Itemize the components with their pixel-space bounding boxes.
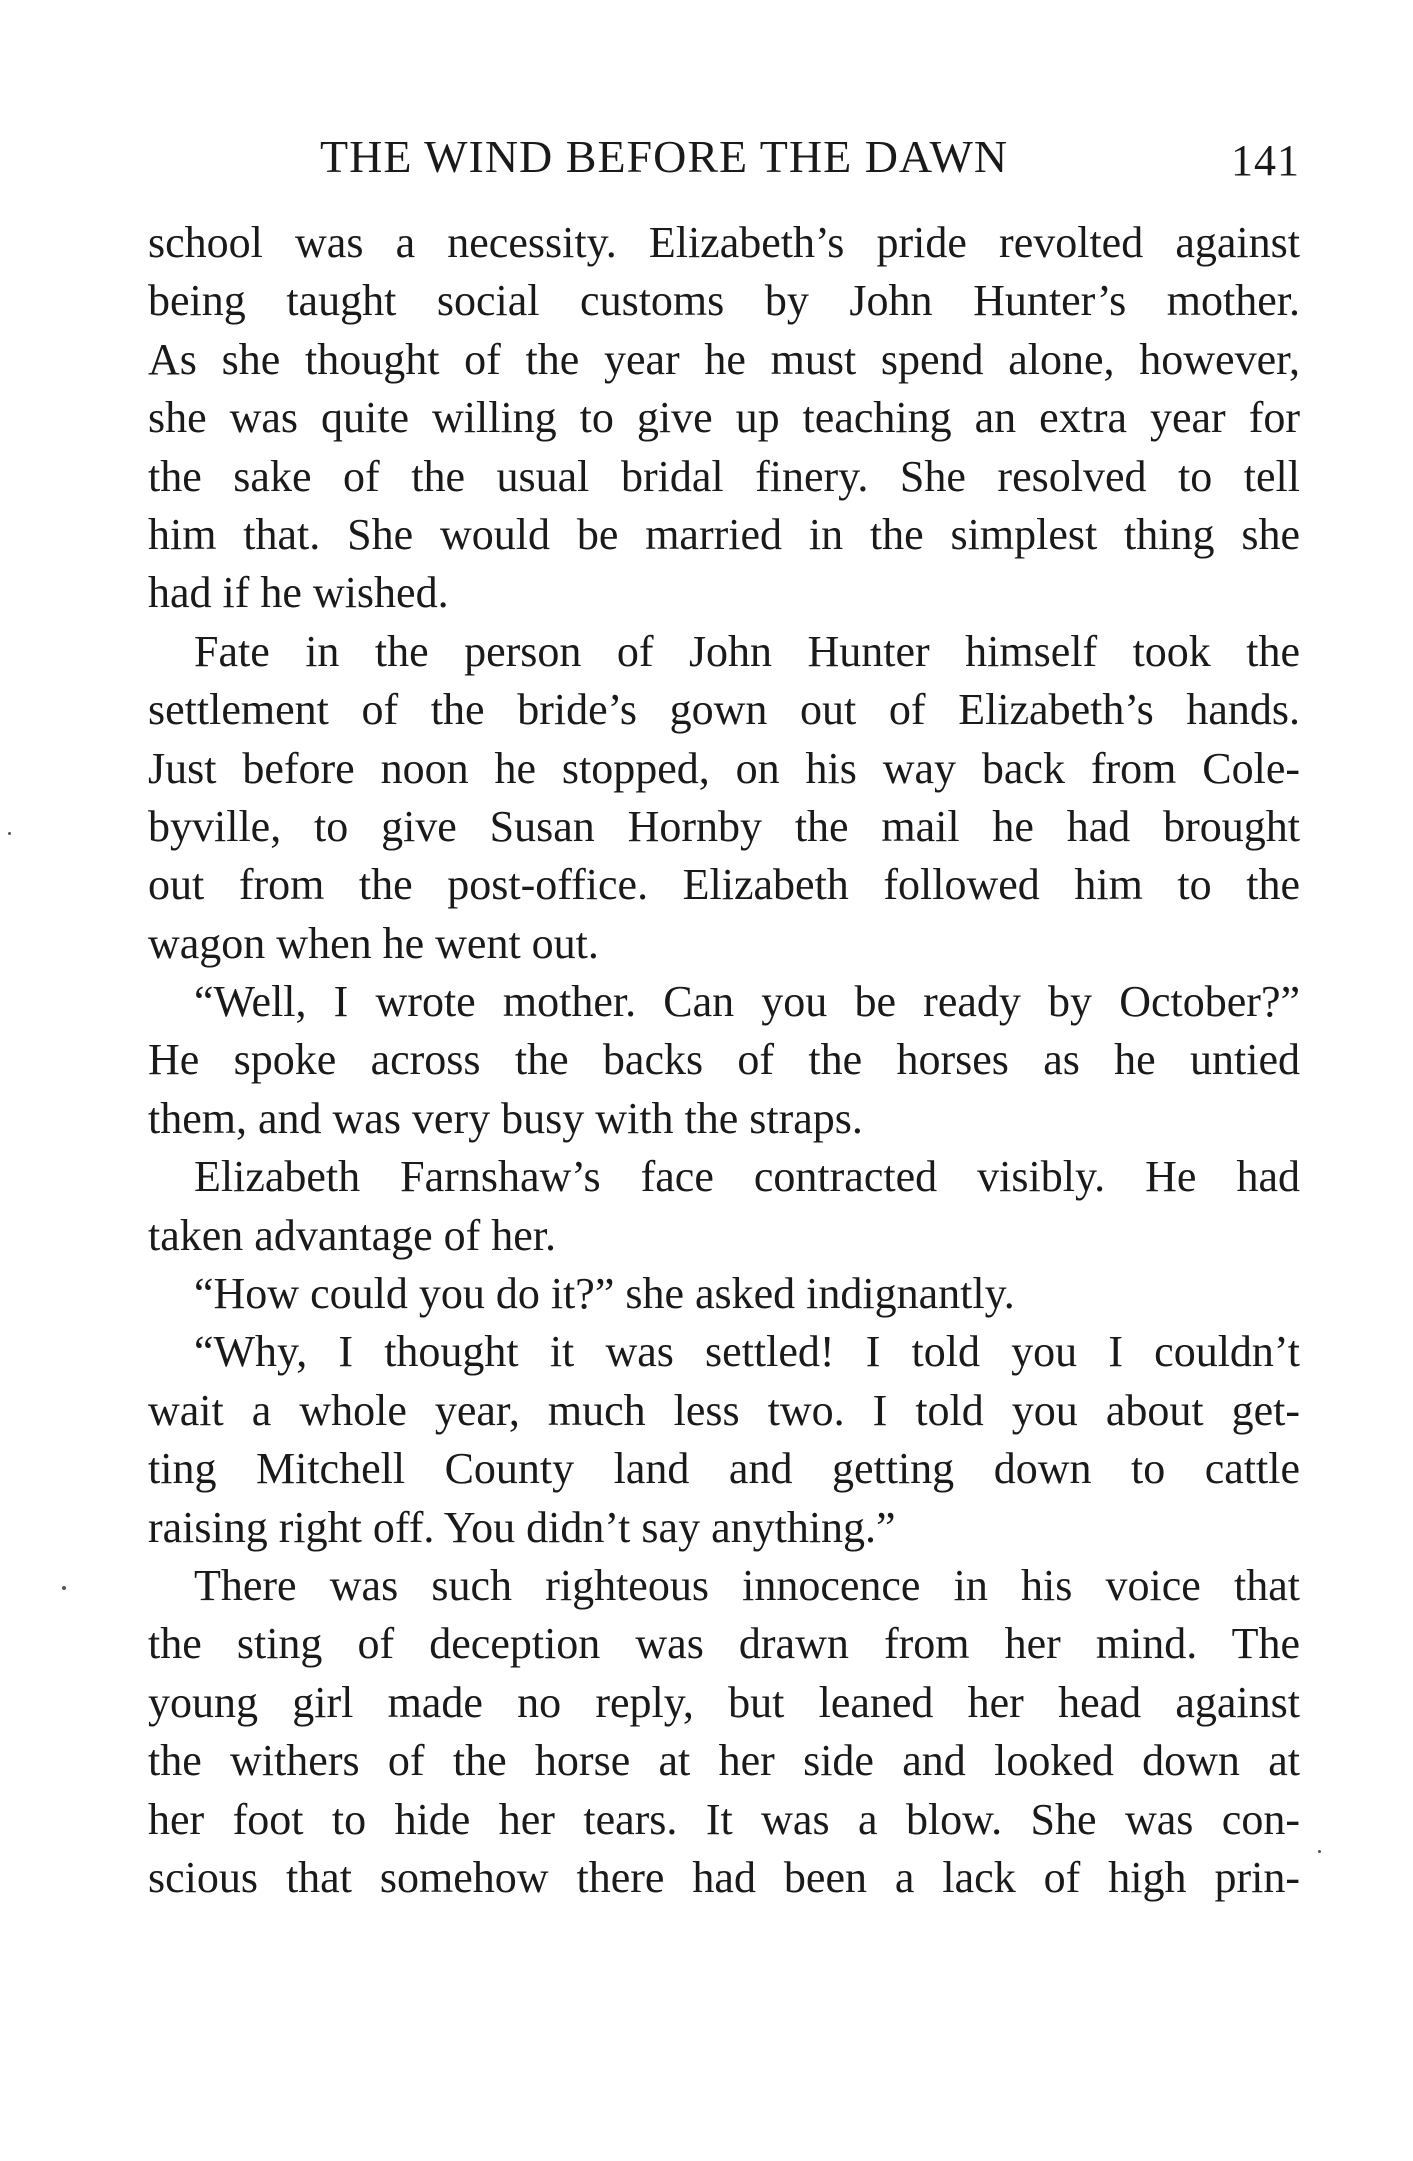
- paragraph: [148, 623, 1300, 973]
- text-line: him that. She would be married in the simplest thing she: [148, 509, 1300, 559]
- text-line: the sake of the usual bridal finery. She resolved to tell: [148, 451, 1300, 501]
- text-line: As she thought of the year he must spend alone, however,: [148, 334, 1300, 384]
- text-line: had if he wished.: [148, 568, 449, 618]
- text-line: her foot to hide her tears. It was a blow. She was con-: [148, 1794, 1300, 1844]
- running-header: [148, 122, 1300, 192]
- text-line: “How could you do it?” she asked indignantly.: [194, 1269, 1015, 1319]
- text-line: the withers of the horse at her side and looked down at: [148, 1736, 1300, 1786]
- paragraph: [148, 214, 1300, 623]
- scan-speck: [8, 832, 11, 835]
- text-line: the sting of deception was drawn from her mind. The: [148, 1619, 1300, 1669]
- text-line: ting Mitchell County land and getting down to cattle: [148, 1444, 1300, 1494]
- paragraph: [148, 973, 1300, 1148]
- text-line: settlement of the bride’s gown out of Elizabeth’s hands.: [148, 685, 1300, 735]
- text-line: Elizabeth Farnshaw’s face contracted visibly. He had: [194, 1152, 1300, 1202]
- text-line: young girl made no reply, but leaned her head against: [148, 1677, 1300, 1727]
- text-line: school was a necessity. Elizabeth’s pride revolted against: [148, 218, 1300, 267]
- page-number: 141: [1231, 136, 1300, 185]
- text-line: taken advantage of her.: [148, 1210, 557, 1260]
- text-line: scious that somehow there had been a lack of high prin-: [148, 1852, 1300, 1902]
- text-line: being taught social customs by John Hunter’s mother.: [148, 276, 1300, 326]
- scan-speck: [1318, 1850, 1321, 1853]
- text-line: out from the post-office. Elizabeth followed him to the: [148, 860, 1300, 910]
- text-line: wagon when he went out.: [148, 918, 599, 968]
- text-line: “Why, I thought it was settled! I told you I couldn’t: [194, 1327, 1300, 1377]
- body-text: [148, 214, 1300, 1907]
- text-line: There was such righteous innocence in his voice that: [194, 1560, 1300, 1610]
- text-line: them, and was very busy with the straps.: [148, 1093, 863, 1143]
- text-line: He spoke across the backs of the horses as he untied: [148, 1035, 1300, 1085]
- text-line: “Well, I wrote mother. Can you be ready by October?”: [194, 977, 1300, 1027]
- text-line: Just before noon he stopped, on his way back from Cole-: [148, 743, 1300, 793]
- scan-speck: [62, 1586, 66, 1590]
- text-line: she was quite willing to give up teaching an extra year for: [148, 393, 1300, 443]
- paragraph: [148, 1323, 1300, 1557]
- text-line: wait a whole year, much less two. I told you about get-: [148, 1385, 1300, 1435]
- text-line: Fate in the person of John Hunter himself took the: [194, 626, 1300, 676]
- text-line: raising right off. You didn’t say anything.”: [148, 1502, 896, 1552]
- paragraph: [148, 1557, 1300, 1907]
- text-line: byville, to give Susan Hornby the mail he had brought: [148, 801, 1300, 851]
- paragraph: [148, 1148, 1300, 1265]
- paragraph: [148, 1265, 1300, 1323]
- running-title: THE WIND BEFORE THE DAWN: [320, 131, 1009, 182]
